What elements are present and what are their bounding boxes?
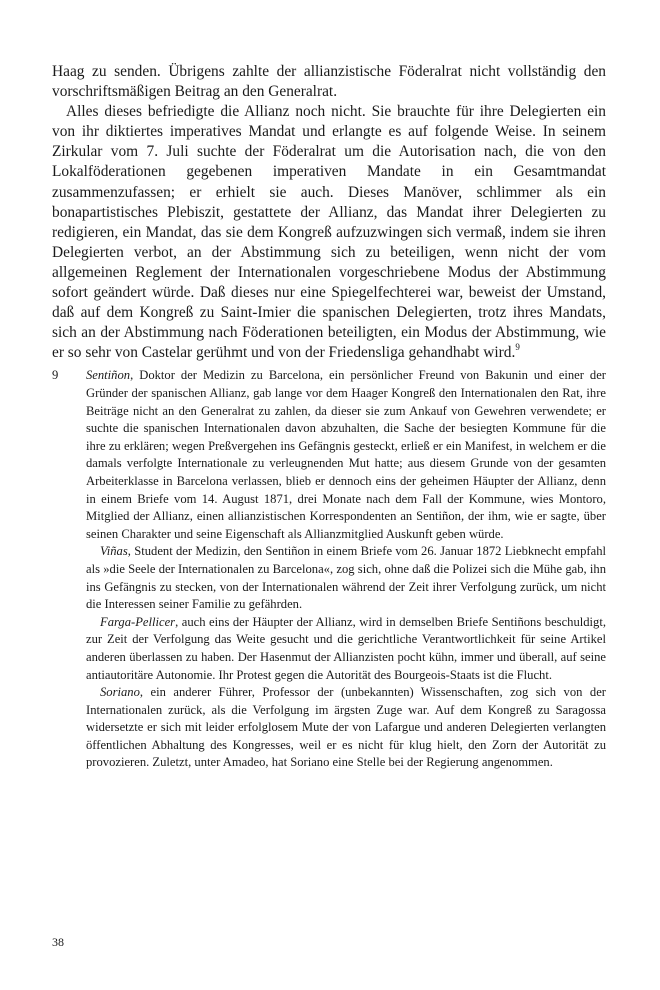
footnote-entry-text: , ein anderer Führer, Professor der (unbekannten) Wissenschaften, zog sich von der Internationalen zurück, als die Verfolgung im ärgsten Zuge war. Auf dem Kongreß zu Saragossa widersetzte er sich mit leider erfolglosem Mute der von Lafargue und anderen Delegierten verlangten öffentlichen Abhaltung des Kongresses, weil er es nicht für klug hielt, den Zorn der Autorität zu provozieren. Zuletzt, unter Amadeo, hat Soriano eine Stelle bei der Regierung angenommen. (86, 685, 606, 770)
footnote (52, 367, 606, 772)
footnote-entry-name: Viñas (100, 544, 128, 559)
body-paragraph-1: Haag zu senden. Übrigens zahlte der allianzistische Föderalrat nicht vollständig den vorschriftsmäßigen Beitrag an den Generalrat. (52, 63, 606, 101)
text-block (52, 62, 606, 772)
body-paragraph-2 (52, 102, 606, 363)
footnote-entry-sentinon (86, 367, 606, 543)
footnote-entry-text: , auch eins der Häupter der Allianz, wird in demselben Briefe Sentiñons beschuldigt, zur Zeit der Verfolgung das Weite gesucht und die gerichtliche Verantwortlichkeit für seine Artikel anderen überlassen zu haben. Der Hasenmut der Allianzisten pocht kühn, immer und überall, auf seine antiautoritäre Autonomie. Ihr Protest gegen die Autorität des Bourgeois-Staats ist die Flucht. (86, 614, 606, 682)
footnote-entry-text: , Doktor der Medizin zu Barcelona, ein persönlicher Freund von Bakunin und einer der Gründer der spanischen Allianz, gab lange vor dem Haager Kongreß den Internationalen den Rat, ihre Beiträge nicht an den Generalrat zu zahlen, da dieser sie zum Ankauf von Gewehren verwendete; er suchte die spanischen Internationalen davon abzuhalten, die Sache der besiegten Kommune für die ihre zu erklären; wegen Preßvergehen ins Gefängnis gesteckt, erließ er ein Manifest, in welchem er die damals verfolgte Internationale zu verleugnenden Mut hatte; aus diesem Grunde von der gesamten Arbeiterklasse in Barcelona verlassen, blieb er dennoch eins der geheimen Häupter der Allianz, denn in einem Briefe vom 14. August 1871, drei Monate nach dem Fall der Kommune, wies Montoro, Mitglied der Allianz, einen allianzistischen Korrespondenten an Sentiñon, der ihm, wie er sagte, über seinen Charakter und seine Eigenschaft als Allianzmitglied Auskunft geben würde. (86, 368, 606, 541)
footnote-entry-farga-pellicer (86, 614, 606, 684)
footnote-reference: 9 (515, 342, 520, 353)
footnote-entry-text: , Student der Medizin, den Sentiñon in einem Briefe vom 26. Januar 1872 Liebknecht empfahl als »die Seele der Internationalen zu Barcelona«, zog sich, ohne daß die Polizei sich die Mühe gab, ihn ins Gefängnis zu stecken, von der Internationalen während der Zeit ihrer Verfolgung zurück, um nicht die Interessen seiner Familie zu gefährden. (86, 544, 606, 612)
body-paragraph-2-text: Alles dieses befriedigte die Allianz noch nicht. Sie brauchte für ihre Delegierten ein von ihr diktiertes imperatives Mandat und erlangte es auf folgende Weise. In seinem Zirkular vom 7. Juli suchte der Föderalrat um die Autorisation nach, die von den Lokalföderationen gegebenen imperativen Mandate in ein Gesamtmandat zusammenzufassen; er erhielt sie auch. Dieses Manöver, schlimmer als ein bonapartistisches Plebiszit, gestattete der Allianz, das Mandat ihrer Delegierten zu redigieren, ein Mandat, das sie dem Kongreß aufzuzwingen sich vermaß, indem sie ihren Delegierten verbot, an der Abstimmung sich zu beteiligen, wenn nicht der vom allgemeinen Reglement der Internationalen vorgeschriebene Modus der Abstimmung sofort geändert würde. Daß dieses nur eine Spiegelfechterei war, beweist der Umstand, daß auf dem Kongreß zu Saint-Imier die spanischen Delegierten, trotz ihres Mandats, sich an der Abstimmung nach Föderationen beteiligten, ein Modus der Abstimmung, wie er so sehr von Castelar gerühmt und von der Friedensliga gehandhabt wird. (52, 103, 606, 362)
footnote-entry-name: Farga-Pellicer (100, 614, 176, 629)
page-number: 38 (52, 935, 64, 949)
footnote-number: 9 (52, 368, 59, 383)
footnote-entry-soriano (86, 684, 606, 772)
footnote-entry-name: Soriano (100, 685, 140, 700)
footnote-entry-vinas (86, 543, 606, 613)
footnote-entry-name: Sentiñon (86, 368, 131, 383)
